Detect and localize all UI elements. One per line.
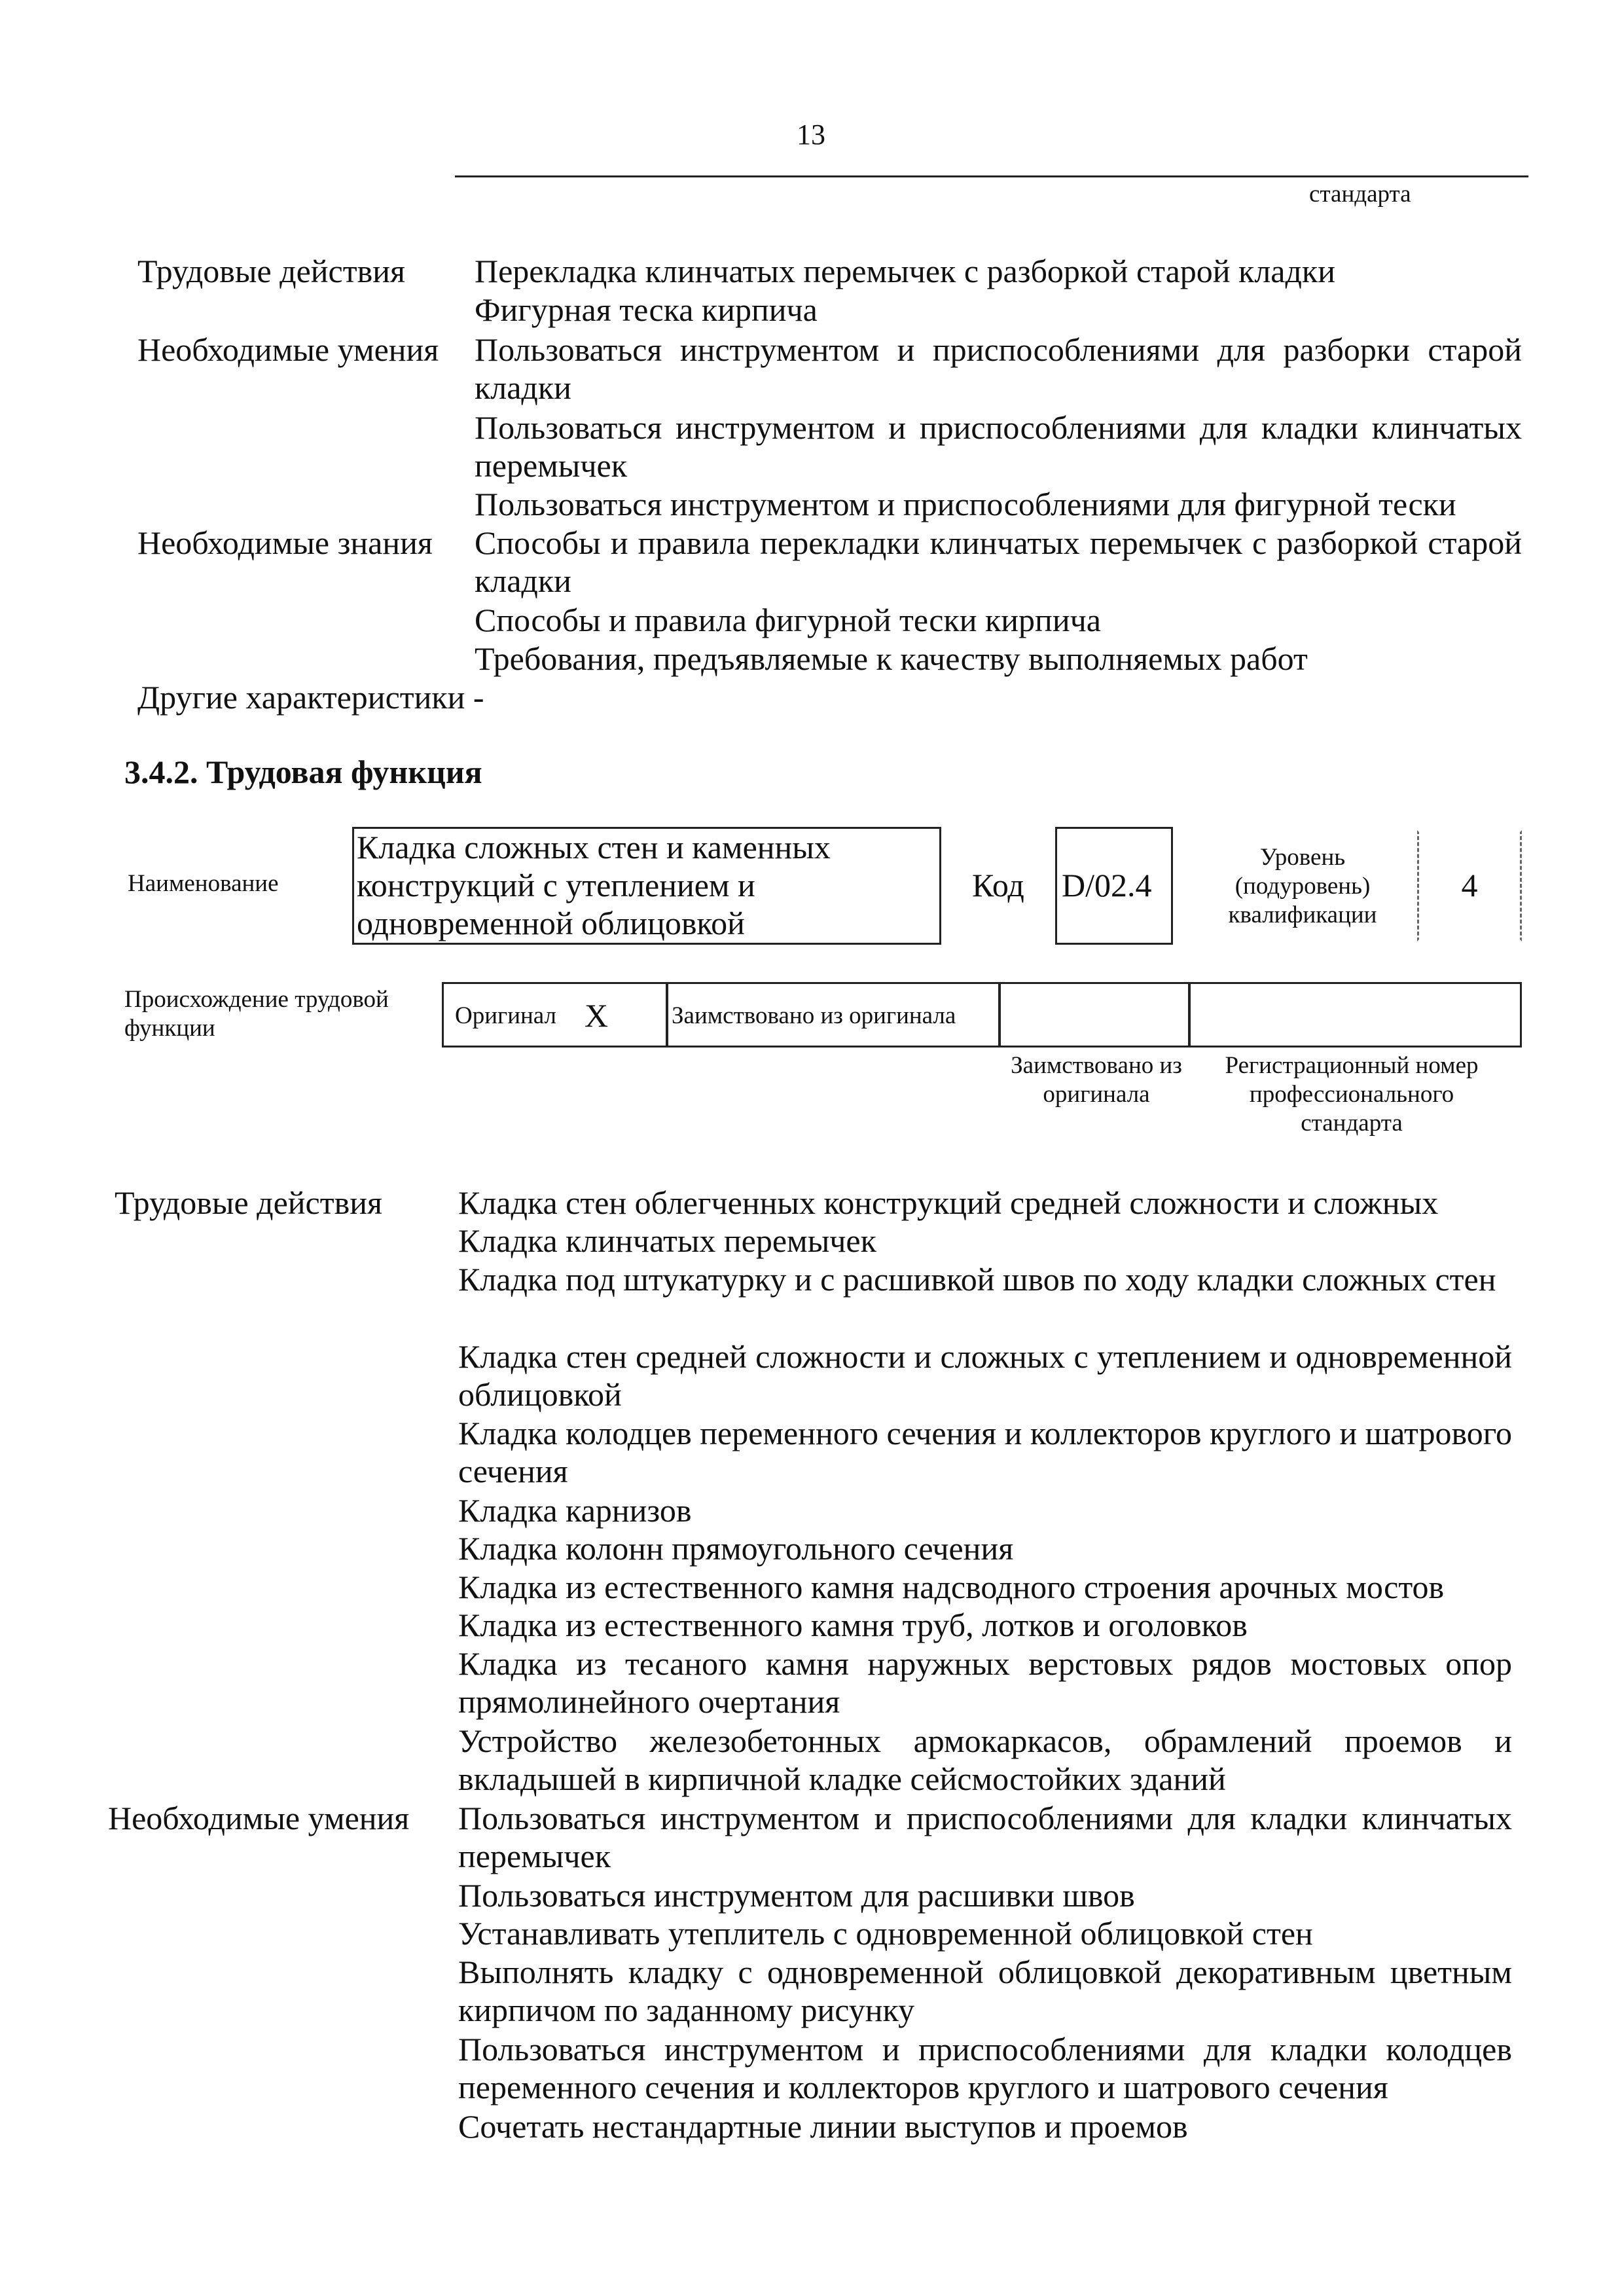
labor-action-item: Кладка клинчатых перемычек	[458, 1222, 876, 1259]
labor-action-item: Кладка из естественного камня надсводного строения арочных мостов	[458, 1569, 1445, 1605]
labor-action-item: Кладка стен средней сложности и сложных с утеплением и одновременной облицовкой	[458, 1338, 1512, 1413]
name-label: Наименование	[128, 870, 279, 897]
top-caption: стандарта	[1309, 181, 1411, 208]
labor-action-item: Кладка под штукатурку и с расшивкой швов по ходу кладки сложных стен	[458, 1261, 1496, 1298]
skills-label: Необходимые умения	[108, 1800, 410, 1836]
labor-action-item: Кладка из тесаного камня наружных верстовых рядов мостовых опор прямолинейного очертания	[458, 1645, 1512, 1720]
borrowed-code-cell	[999, 982, 1190, 1048]
labor-action-item: Кладка колодцев переменного сечения и коллекторов круглого и шатрового сечения	[458, 1415, 1512, 1489]
labor-action-item: Фигурная теска кирпича	[475, 291, 818, 328]
code-value: D/02.4	[1062, 867, 1152, 903]
labor-action-item: Перекладка клинчатых перемычек с разборкой старой кладки	[475, 253, 1335, 289]
labor-action-item: Кладка колонн прямоугольного сечения	[458, 1530, 1014, 1567]
original-mark: X	[585, 997, 609, 1034]
skill-item: Устанавливать утеплитель с одновременной облицовкой стен	[458, 1915, 1313, 1952]
origin-label: Происхождение трудовой функции	[124, 986, 389, 1042]
skill-item: Пользоваться инструментом и приспособлениями для кладки колодцев переменного сечения и коллекторов круглого и шатрового сечения	[458, 2031, 1512, 2105]
labor-actions-label: Трудовые действия	[137, 253, 405, 289]
skill-item: Пользоваться инструментом для расшивки швов	[458, 1877, 1135, 1914]
labor-actions-label: Трудовые действия	[115, 1184, 382, 1221]
knowledge-item: Способы и правила перекладки клинчатых перемычек с разборкой старой кладки	[475, 524, 1522, 599]
labor-action-item: Кладка стен облегченных конструкций средней сложности и сложных	[458, 1184, 1439, 1221]
section-heading: 3.4.2. Трудовая функция	[124, 754, 482, 790]
code-label: Код	[972, 867, 1024, 903]
skill-item: Пользоваться инструментом и приспособлениями для кладки клинчатых перемычек	[458, 1800, 1512, 1874]
skill-item: Пользоваться инструментом и приспособлениями для фигурной тески	[475, 486, 1456, 522]
knowledge-item: Требования, предъявляемые к качеству выполняемых работ	[475, 640, 1308, 677]
skill-item: Выполнять кладку с одновременной облицовкой декоративным цветным кирпичом по заданному рисунку	[458, 1954, 1512, 2028]
col-regnum-caption: Регистрационный номер профессионального стандарта	[1225, 1052, 1479, 1137]
level-label: Уровень (подуровень) квалификации	[1228, 844, 1377, 928]
knowledge-item: Способы и правила фигурной тески кирпича	[475, 602, 1101, 638]
skill-item: Сочетать нестандартные линии выступов и проемов	[458, 2108, 1188, 2145]
page-number: 13	[797, 118, 825, 151]
name-value: Кладка сложных стен и каменных конструкций с утеплением и одновременной облицовкой	[357, 829, 831, 941]
level-value: 4	[1461, 867, 1478, 903]
labor-action-item: Кладка карнизов	[458, 1492, 692, 1529]
skill-item: Пользоваться инструментом и приспособлениями для кладки клинчатых перемычек	[475, 409, 1522, 484]
knowledge-label: Необходимые знания	[137, 524, 433, 561]
other-characteristics: Другие характеристики -	[137, 679, 484, 716]
skill-item: Пользоваться инструментом и приспособлениями для разборки старой кладки	[475, 331, 1522, 406]
regnum-cell	[1189, 982, 1522, 1048]
header-rule	[455, 175, 1528, 177]
original-label: Оригинал	[455, 1002, 557, 1029]
labor-action-item: Устройство железобетонных армокаркасов, обрамлений проемов и вкладышей в кирпичной кладке сейсмостойких зданий	[458, 1722, 1512, 1797]
borrowed-label: Заимствовано из оригинала	[672, 1002, 956, 1029]
skills-label: Необходимые умения	[137, 331, 439, 368]
col-borrowed-caption: Заимствовано из оригинала	[1011, 1052, 1182, 1108]
labor-action-item: Кладка из естественного камня труб, лотков и оголовков	[458, 1607, 1248, 1643]
